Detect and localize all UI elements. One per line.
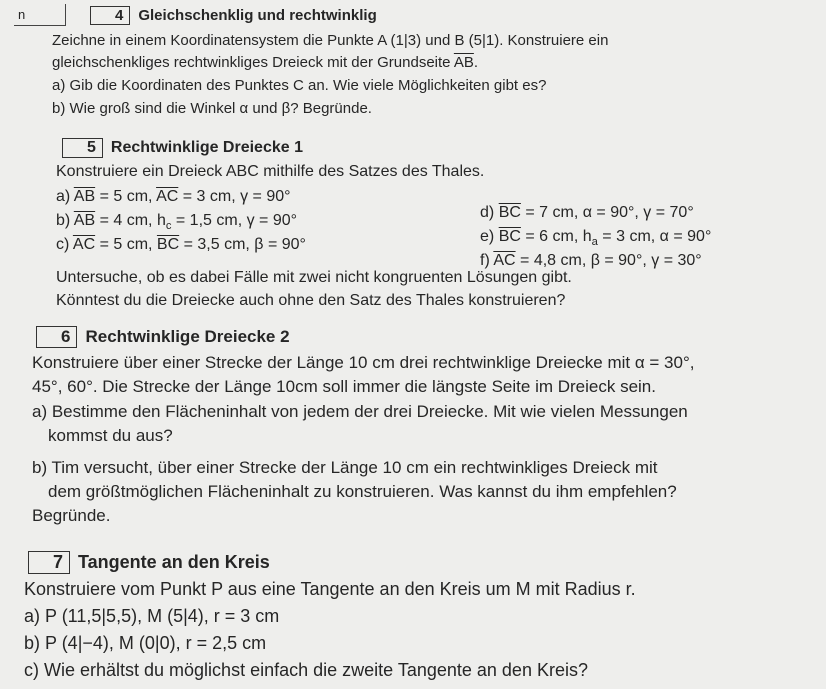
part-b-subscript: c [165,220,172,233]
task-5-note-1: Untersuche, ob es dabei Fälle mit zwei nicht kongruenten Lösungen gibt. [56,269,572,286]
task-5-heading [62,138,303,158]
part-c-text-1: = 5 cm, [95,236,157,253]
segment-bc: $\overline{BC}$ [498,228,521,245]
task-7-part-a: a) P (11,5|5,5), M (5|4), r = 3 cm [24,606,280,626]
part-f-label: f) [480,252,490,269]
task-4-intro-end: . [473,54,479,71]
task-6-intro-line-2: 45°, 60°. Die Strecke der Länge 10cm soll immer die längste Seite im Dreieck sein. [32,377,656,396]
task-5-part-b [56,213,297,232]
task-6-part-b-line-1: b) Tim versucht, über einer Strecke der Länge 10 cm ein rechtwinkliges Dreieck mit [32,458,658,477]
segment-bc: $\overline{BC}$ [498,204,521,221]
part-e-text-1: = 6 cm, h [520,228,592,245]
task-4-part-b: b) Wie groß sind die Winkel α und β? Begründe. [52,100,372,117]
part-e-subscript: a [591,236,598,249]
task-6-title: Rechtwinklige Dreiecke 2 [85,327,290,346]
segment-bc: $\overline{BC}$ [156,236,180,253]
part-b-text-2: = 1,5 cm, γ = 90° [171,212,298,229]
task-4-intro-line-2 [52,55,478,70]
task-5-note-2: Könntest du die Dreiecke auch ohne den Satz des Thales konstruieren? [56,292,566,309]
task-5-intro: Konstruiere ein Dreieck ABC mithilfe des Satzes des Thales. [56,163,485,180]
part-f-text: = 4,8 cm, β = 90°, γ = 30° [515,252,702,269]
task-6-part-b-line-3: Begründe. [32,506,111,525]
task-5-number: 5 [62,138,103,158]
task-4-segment-ab: $\overline{AB}$ [453,54,474,71]
segment-ab: $\overline{AB}$ [73,212,96,229]
task-4-title: Gleichschenklig und rechtwinklig [138,7,377,24]
part-a-text-1: = 5 cm, [95,188,157,205]
segment-ac: $\overline{AC}$ [72,236,96,253]
task-6-part-a-line-2: kommst du aus? [48,426,173,445]
task-7-part-c: c) Wie erhältst du möglichst einfach die zweite Tangente an den Kreis? [24,660,588,680]
segment-ac: $\overline{AC}$ [493,252,516,269]
task-6-intro-line-1: Konstruiere über einer Strecke der Länge 10 cm drei rechtwinklige Dreiecke mit α = 30°, [32,353,695,372]
task-4-heading [90,6,377,25]
task-6-number: 6 [36,326,77,348]
task-7-title: Tangente an den Kreis [78,552,270,572]
page-corner-marker [14,4,66,26]
task-5-part-a [56,189,291,205]
segment-ab: $\overline{AB}$ [73,188,96,205]
part-a-text-2: = 3 cm, γ = 90° [178,188,291,205]
segment-ac: $\overline{AC}$ [156,188,179,205]
part-c-label: c) [56,236,70,253]
task-7-part-b: b) P (4|−4), M (0|0), r = 2,5 cm [24,633,267,653]
task-7-heading [28,551,270,574]
task-5-part-c [56,237,306,253]
part-b-label: b) [56,212,71,229]
part-a-label: a) [56,188,71,205]
task-5-part-f [480,253,702,269]
task-6-heading [36,326,290,348]
task-7-intro: Konstruiere vom Punkt P aus eine Tangente an den Kreis um M mit Radius r. [24,579,636,599]
part-c-text-2: = 3,5 cm, β = 90° [179,236,306,253]
task-4-intro-text: gleichschenkliges rechtwinkliges Dreieck mit der Grundseite [52,54,451,71]
task-6-part-b-line-2: dem größtmöglichen Flächeninhalt zu konstruieren. Was kannst du ihm empfehlen? [48,482,677,501]
part-e-text-2: = 3 cm, α = 90° [597,228,712,245]
task-6-part-a-line-1: a) Bestimme den Flächeninhalt von jedem der drei Dreiecke. Mit wie vielen Messungen [32,402,688,421]
page-marker-text: n [18,7,26,22]
part-b-text-1: = 4 cm, h [95,212,166,229]
task-4-number: 4 [90,6,130,25]
part-e-label: e) [480,228,495,245]
task-5-part-d [480,205,694,221]
task-5-title: Rechtwinklige Dreiecke 1 [110,139,303,156]
task-4-part-a: a) Gib die Koordinaten des Punktes C an. Wie viele Möglichkeiten gibt es? [52,77,547,94]
task-7-number: 7 [28,551,70,574]
task-4-intro-line-1: Zeichne in einem Koordinatensystem die Punkte A (1|3) und B (5|1). Konstruiere ein [52,32,609,49]
part-d-label: d) [480,204,495,221]
task-5-part-e [480,229,711,248]
part-d-text: = 7 cm, α = 90°, γ = 70° [520,204,694,221]
